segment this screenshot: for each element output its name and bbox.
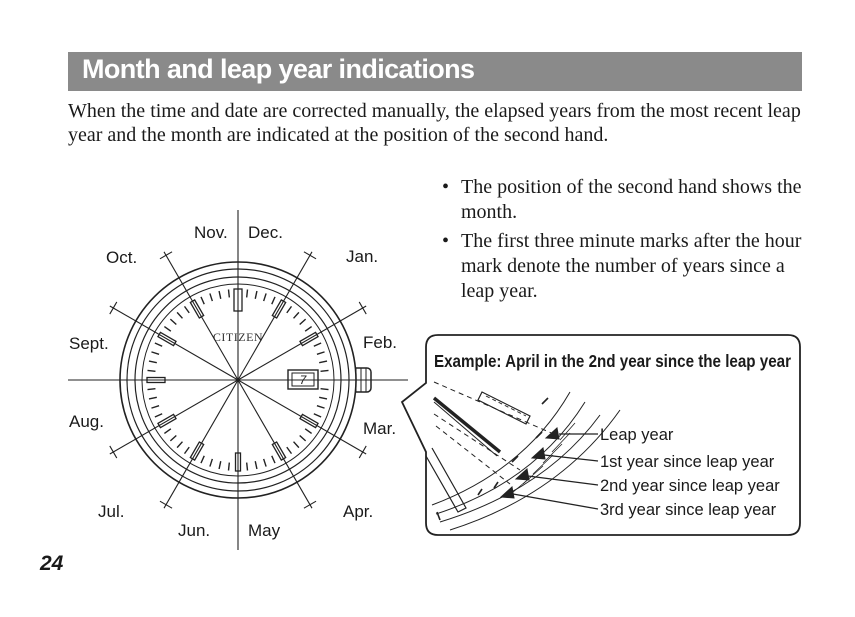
division-bracket: [359, 446, 366, 458]
division-bracket: [160, 252, 172, 259]
minute-tick: [247, 289, 248, 297]
bullet-item: • The position of the second hand shows the month.: [440, 175, 820, 225]
minute-tick: [147, 389, 155, 390]
bullet-item: • The first three minute marks after the hour mark denote the number of years since a leap year.: [440, 229, 820, 304]
month-label-feb: Feb.: [363, 333, 398, 352]
month-label-jan: Jan.: [346, 247, 379, 266]
minute-tick: [247, 463, 248, 471]
division-bracket: [110, 302, 117, 314]
division-bracket: [304, 501, 316, 508]
section-title: Month and leap year indications: [82, 54, 475, 84]
minute-tick: [147, 370, 155, 371]
month-label-apr: Apr.: [343, 502, 374, 521]
label-3rd-year: 3rd year since leap year: [600, 501, 777, 519]
minute-tick: [321, 370, 329, 371]
label-2nd-year: 2nd year since leap year: [600, 477, 780, 495]
label-leap-year: Leap year: [600, 426, 674, 444]
month-label-dec: Dec.: [248, 223, 283, 242]
month-label-aug: Aug.: [69, 412, 104, 431]
division-bracket: [160, 501, 172, 508]
month-label-mar: Mar.: [363, 419, 397, 438]
division-bracket: [304, 252, 316, 259]
month-label-jul: Jul.: [98, 502, 125, 521]
month-label-nov: Nov.: [194, 223, 228, 242]
month-label-oct: Oct.: [106, 248, 138, 267]
month-label-sept: Sept.: [69, 334, 109, 353]
brand-logo: CITIZEN: [212, 330, 264, 344]
division-bracket: [359, 302, 366, 314]
minute-tick: [228, 289, 229, 297]
intro-paragraph: When the time and date are corrected manually, the elapsed years from the most recent leap year and the month are indicated at the position of the second hand.: [68, 100, 801, 146]
minute-tick: [228, 463, 229, 471]
month-label-jun: Jun.: [178, 521, 211, 540]
minute-tick: [321, 389, 329, 390]
month-label-may: May: [248, 521, 281, 540]
page-number: 24: [40, 552, 64, 575]
label-1st-year: 1st year since leap year: [600, 453, 775, 471]
example-title: Example: April in the 2nd year since the leap year: [434, 351, 792, 371]
date-digit: 7: [299, 373, 307, 387]
division-bracket: [110, 446, 117, 458]
